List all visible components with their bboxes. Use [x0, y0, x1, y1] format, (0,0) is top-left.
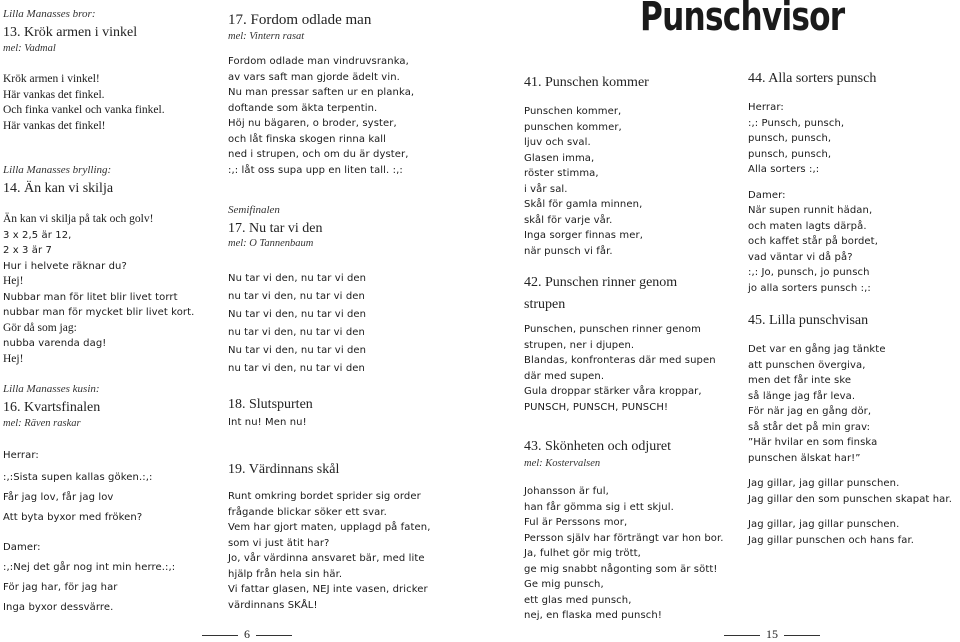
lyric-line: och kaffet står på bordet, [748, 236, 878, 247]
lyric-line: :,: låt oss supa upp en liten tall. :,: [228, 164, 403, 176]
section-17-heading: 17. Fordom odlade man [228, 12, 372, 28]
lyric-line: Alla sorters :,: [748, 164, 820, 175]
voice-label-herrar: Herrar: [748, 102, 784, 113]
section-14-byline: Lilla Manasses brylling: [3, 164, 112, 176]
lyric-line: i vår sal. [524, 183, 568, 195]
lyric-line: Och finka vankel och vanka finkel. [3, 104, 165, 116]
lyric-line: Nu tar vi den, nu tar vi den [228, 345, 367, 356]
lyric-line: punschen älskat har!” [748, 452, 861, 464]
lyric-line: men det får inte ske [748, 375, 852, 386]
section-13-melody: mel: Vadmal [3, 43, 56, 54]
section-19-heading: 19. Värdinnans skål [228, 462, 340, 477]
lyric-line: att punschen övergiva, [748, 359, 866, 371]
lyric-line: Höj nu bägaren, o broder, syster, [228, 118, 397, 129]
lyric-line: strupen, ner i djupen. [524, 339, 635, 351]
section-16-melody: mel: Räven raskar [3, 418, 81, 429]
section-16-heading: 16. Kvartsfinalen [3, 400, 101, 415]
lyric-line: nu tar vi den, nu tar vi den [228, 291, 365, 302]
lyric-line: :,: Punsch, punsch, [748, 117, 845, 129]
lyric-line: Gula droppar stärker våra kroppar, [524, 386, 702, 397]
section-17-melody: mel: Vintern rasat [228, 31, 305, 42]
section-43-melody: mel: Kostervalsen [524, 458, 601, 469]
lyric-line: Runt omkring bordet sprider sig order [228, 491, 421, 502]
lyric-line: Här vankas det finkel. [3, 88, 105, 101]
lyric-line: Vem har gjort maten, upplagd på faten, [228, 522, 431, 533]
voice-label-damer: Damer: [3, 541, 41, 553]
section-44-heading: 44. Alla sorters punsch [748, 71, 877, 86]
semifinal-byline: Semifinalen [228, 204, 280, 216]
section-42-heading [524, 272, 677, 316]
section-44-lyrics [748, 100, 878, 296]
page-number-text: 6 [244, 627, 250, 641]
voice-label-damer: Damer: [748, 189, 786, 201]
lyric-line: värdinnans SKÅL! [228, 599, 318, 611]
lyric-line: Ful är Perssons mor, [524, 517, 628, 528]
lyric-line: skål för varje vår. [524, 214, 613, 226]
page-number-right [718, 627, 826, 642]
section-42-heading-line: 42. Punschen rinner genom [524, 275, 678, 290]
section-42-heading-line: strupen [524, 297, 566, 312]
lyric-line: Att byta byxor med fröken? [3, 511, 143, 523]
lyric-line: Får jag lov, får jag lov [3, 491, 114, 503]
lyric-line: Hej! [3, 352, 24, 365]
lyric-line: Skål för gamla minnen, [524, 199, 643, 210]
lyric-line: Inga sorger finnas mer, [524, 230, 643, 241]
lyric-line: av vars saft man gjorde ädelt vin. [228, 71, 400, 83]
lyric-line: där med supen. [524, 370, 605, 382]
page-title: Punschvisor [640, 0, 845, 40]
lyric-line: punschen kommer, [524, 121, 622, 133]
lyric-line: vad väntar vi då på? [748, 251, 853, 263]
lyric-line: Nu tar vi den, nu tar vi den [228, 309, 367, 320]
lyric-line: För när jag en gång dör, [748, 406, 872, 417]
section-14-lyrics [3, 212, 194, 367]
lyric-line: Hur i helvete räknar du? [3, 260, 127, 272]
section-18-lyrics: Int nu! Men nu! [228, 417, 307, 428]
section-19-lyrics [228, 489, 431, 613]
lyric-line: För jag har, för jag har [3, 581, 118, 593]
lyric-line: frågande blickar söker ett svar. [228, 506, 387, 518]
lyric-line: när punsch vi får. [524, 245, 613, 257]
lyric-line: 2 x 3 är 7 [3, 245, 52, 256]
lyric-line: Nu man pressar saften ur en planka, [228, 87, 415, 98]
lyric-line: Fordom odlade man vindruvsranka, [228, 56, 409, 67]
lyric-line: Jag gillar punschen och hans far. [748, 534, 915, 546]
section-43-heading: 43. Skönheten och odjuret [524, 439, 671, 454]
section-17-lyrics [228, 54, 414, 178]
lyric-line: jo alla sorters punsch :,: [748, 282, 871, 294]
section-43-lyrics [524, 484, 724, 624]
section-42-lyrics [524, 322, 716, 415]
lyric-line: Blandas, konfronteras där med supen [524, 355, 716, 366]
page-number-text: 15 [766, 627, 778, 641]
lyric-line: punsch, punsch, [748, 148, 832, 160]
lyric-line: Jo, vår värdinna ansvaret bär, med lite [228, 553, 425, 564]
lyric-line: nubbar man för mycket blir livet kort. [3, 307, 195, 318]
lyric-line: :,: Jo, punsch, jo punsch [748, 267, 870, 278]
section-41-heading: 41. Punschen kommer [524, 75, 649, 90]
section-17b-heading: 17. Nu tar vi den [228, 221, 323, 236]
lyric-line: När supen runnit hädan, [748, 205, 873, 216]
section-13-byline: Lilla Manasses bror: [3, 8, 96, 20]
lyric-line: Inga byxor dessvärre. [3, 601, 114, 613]
lyric-line: Det var en gång jag tänkte [748, 344, 886, 355]
lyric-line: nej, en flaska med punsch! [524, 610, 662, 621]
lyric-line: Jag gillar den som punschen skapat har. [748, 493, 952, 505]
lyric-line: ett glas med punsch, [524, 594, 632, 606]
lyric-line: ge mig snabbt någonting som är sött! [524, 563, 718, 575]
section-18-heading: 18. Slutspurten [228, 397, 313, 412]
lyric-line: PUNSCH, PUNSCH, PUNSCH! [524, 401, 669, 413]
lyric-line: Punschen, punschen rinner genom [524, 324, 701, 335]
lyric-line: Persson själv har förträngt var hon bor. [524, 532, 724, 544]
section-17b-melody: mel: O Tannenbaum [228, 238, 314, 249]
lyric-line: :,:Sista supen kallas göken.:,: [3, 471, 153, 483]
lyric-line: ljuv och sval. [524, 137, 591, 148]
voice-label-herrar: Herrar: [3, 450, 39, 461]
section-41-lyrics [524, 104, 643, 259]
section-13-heading: 13. Krök armen i vinkel [3, 25, 138, 40]
lyric-line: Än kan vi skilja på tak och golv! [3, 213, 154, 225]
lyric-line: och maten lagts därpå. [748, 220, 867, 232]
lyric-line: Här vankas det finkel! [3, 119, 106, 132]
lyric-line: ”Här hvilar en som finska [748, 437, 878, 448]
lyric-line: Nu tar vi den, nu tar vi den [228, 273, 367, 284]
lyric-line: ned i strupen, och om du är dyster, [228, 149, 409, 160]
lyric-line: röster stimma, [524, 168, 599, 179]
lyric-line: punsch, punsch, [748, 133, 832, 144]
section-45-lyrics [748, 342, 952, 548]
lyric-line: Glasen imma, [524, 152, 595, 164]
section-17b-lyrics [228, 270, 366, 378]
lyric-line: 3 x 2,5 är 12, [3, 229, 72, 241]
lyric-line: Jag gillar, jag gillar punschen. [748, 519, 900, 530]
lyric-line: Johansson är ful, [524, 486, 609, 497]
lyric-line: och låt finska skogen rinna kall [228, 133, 387, 145]
lyric-line: doftande som äkta terpentin. [228, 102, 378, 114]
lyric-line: så länge jag får leva. [748, 390, 856, 402]
section-13-lyrics [3, 72, 165, 134]
lyric-line: Ja, fulhet gör mig trött, [524, 548, 641, 559]
lyric-line: han får gömma sig i ett skjul. [524, 501, 674, 513]
lyric-line: Ge mig punsch, [524, 579, 604, 590]
section-16-byline: Lilla Manasses kusin: [3, 383, 100, 395]
lyric-line: som vi just ätit har? [228, 537, 330, 549]
lyric-line: så står det på min grav: [748, 421, 871, 433]
lyric-line: Nubbar man för litet blir livet torrt [3, 291, 178, 303]
section-14-heading: 14. Än kan vi skilja [3, 181, 114, 196]
page-number-left [196, 627, 298, 642]
section-45-heading: 45. Lilla punschvisan [748, 313, 869, 328]
lyric-line: Krök armen i vinkel! [3, 73, 100, 85]
lyric-line: nu tar vi den, nu tar vi den [228, 363, 365, 374]
lyric-line: Punschen kommer, [524, 106, 622, 117]
lyric-line: nubba varenda dag! [3, 338, 107, 349]
lyric-line: Hej! [3, 275, 24, 287]
lyric-line: hjälp från hela sin här. [228, 568, 343, 580]
lyric-line: Jag gillar, jag gillar punschen. [748, 478, 900, 489]
lyric-line: :,:Nej det går nog int min herre.:,: [3, 561, 176, 573]
section-16-lyrics [3, 448, 175, 618]
lyric-line: Vi fattar glasen, NEJ inte vasen, dricker [228, 584, 428, 595]
lyric-line: Gör då som jag: [3, 321, 77, 334]
lyric-line: nu tar vi den, nu tar vi den [228, 327, 365, 338]
